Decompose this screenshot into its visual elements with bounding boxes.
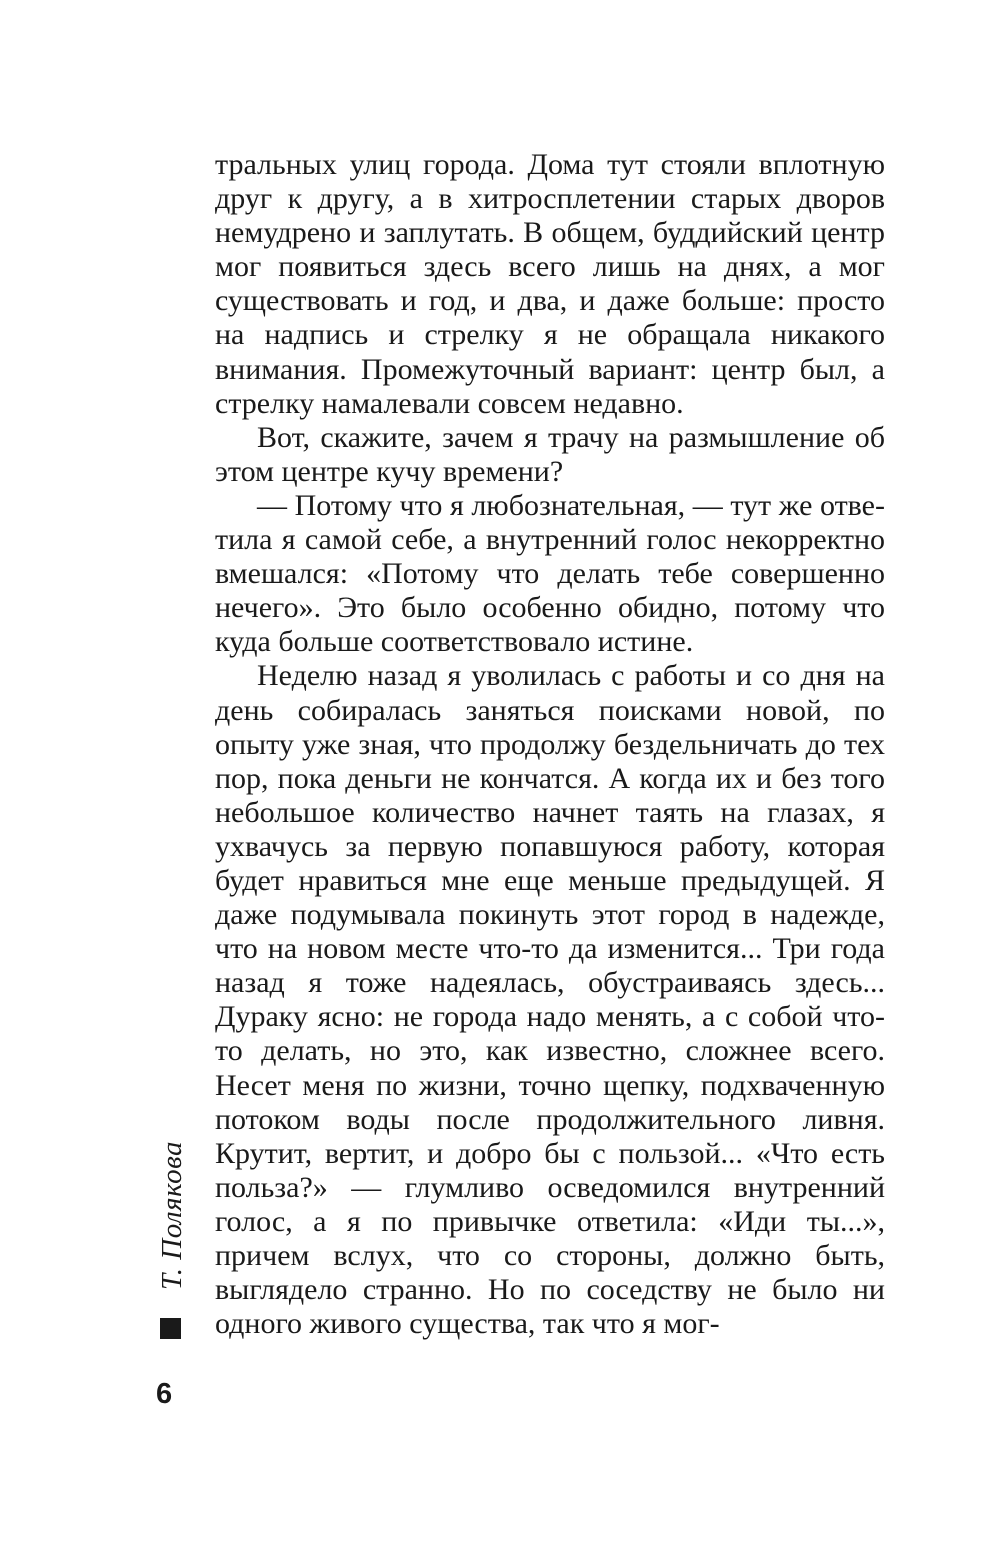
page-number: 6 xyxy=(156,1378,173,1410)
paragraph-4: Неделю назад я уволилась с работы и со дня на день собиралась заняться поисками новой, по опыту уже зная, что продолжу бездельничать до тех пор, пока деньги не кончатся. А когда их и без того небольшое количество начнет таять на глазах, я ухвачусь за первую попавшуюся работу, которая будет нравиться мне еще меньше предыдущей. Я даже подумывала покинуть этот город в надежде, что на новом месте что-то да изменится... Три года назад я тоже надеялась, обустраиваясь здесь... Дураку ясно: не города надо менять, а с собой что-то делать, но это, как известно, сложнее всего. Несет меня по жизни, точно щепку, подхваченную потоком воды после продолжительного ливня. Крутит, вертит, и добро бы с пользой... «Что есть польза?» — глумливо осведомился внутренний голос, а я по привычке ответила: «Иди ты...», причем вслух, что со стороны, должно быть, выглядело странно. Но по соседству не было ни одного живого существа, так что я мог- xyxy=(215,659,885,1341)
running-head-author: Т. Полякова xyxy=(156,1141,188,1290)
paragraph-2: Вот, скажите, зачем я трачу на размышление об этом центре кучу времени? xyxy=(215,420,885,488)
paragraph-1: тральных улиц города. Дома тут стояли вплотную друг к другу, а в хитросплетении старых дворов немудрено и заплутать. В общем, буддийский центр мог появиться здесь всего лишь на днях, а мог существовать и год, и два, и даже больше: просто на надпись и стрелку я не обращала никакого внимания. Промежуточный вариант: центр был, а стрелку намалевали совсем недавно. xyxy=(215,148,885,420)
body-text xyxy=(215,148,885,1341)
paragraph-3: — Потому что я любознательная, — тут же ответила я самой себе, а внутренний голос некорректно вмешался: «Потому что делать тебе совершенно нечего». Это было особенно обидно, потому что куда больше соответствовало истине. xyxy=(215,488,885,659)
square-marker-icon xyxy=(160,1318,181,1339)
